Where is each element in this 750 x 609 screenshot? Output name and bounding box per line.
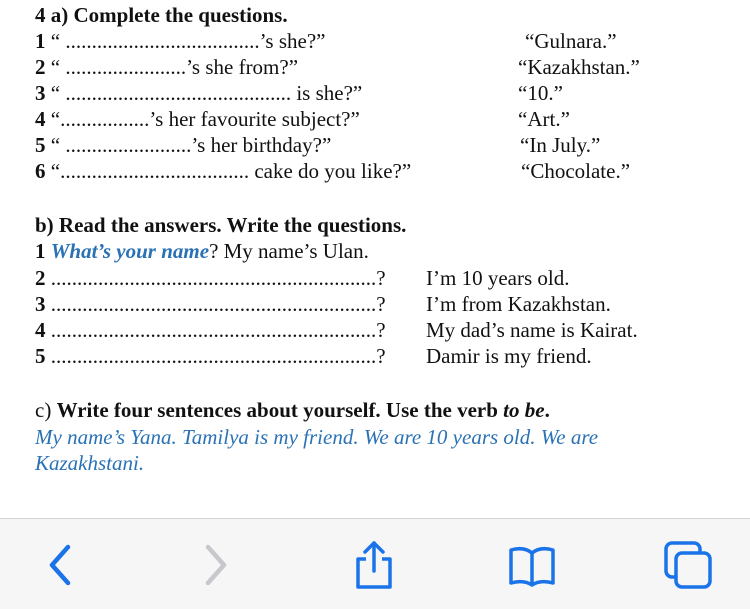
answer-row (35, 317, 386, 343)
part-b-heading: b) Read the answers. Write the questions. (35, 213, 407, 237)
question-row (35, 80, 362, 106)
part-c-label: c) (35, 398, 52, 422)
question-row (35, 132, 331, 158)
question-text: “ ........................................... is she?” (50, 81, 363, 105)
item-number: 5 (35, 344, 46, 368)
part-c-verb: to be (503, 398, 545, 422)
share-button[interactable] (344, 537, 404, 593)
question-row (35, 54, 298, 80)
item-dots: ..............................................................? (50, 344, 386, 368)
back-button[interactable] (30, 537, 90, 593)
book-icon (507, 543, 557, 587)
question-text: “ .......................’s she from?” (50, 55, 299, 79)
question-answer: “Chocolate.” (521, 159, 631, 183)
part-c-answer-line2: Kazakhstani. (35, 451, 145, 475)
tabs-button[interactable] (658, 537, 718, 593)
answer-row (35, 291, 386, 317)
example-rest: ? My name’s Ulan. (209, 239, 369, 263)
question-row (35, 28, 325, 54)
example-question: What’s your name (50, 239, 210, 263)
item-answer: I’m from Kazakhstan. (426, 292, 611, 316)
item-answer: Damir is my friend. (426, 344, 592, 368)
item-dots: ..............................................................? (50, 292, 386, 316)
question-text: “.................................... cake do you like?” (50, 159, 412, 183)
item-answer: My dad’s name is Kairat. (426, 318, 638, 342)
bookmarks-button[interactable] (502, 537, 562, 593)
answer-row (35, 265, 386, 291)
question-number: 2 (35, 55, 46, 79)
question-answer: “Kazakhstan.” (518, 55, 640, 79)
question-text: “ ........................’s her birthday?” (50, 133, 332, 157)
part-c-period: . (544, 398, 550, 422)
share-icon (352, 539, 396, 591)
chevron-right-icon (201, 543, 231, 587)
question-row (35, 106, 360, 132)
question-answer: “Art.” (518, 107, 570, 131)
item-answer: I’m 10 years old. (426, 266, 570, 290)
part-a-heading: 4 a) Complete the questions. (35, 3, 288, 27)
chevron-left-icon (45, 543, 75, 587)
question-row (35, 158, 411, 184)
question-number: 1 (35, 29, 46, 53)
question-answer: “10.” (518, 81, 563, 105)
item-number: 2 (35, 266, 46, 290)
item-number: 3 (35, 292, 46, 316)
question-number: 5 (35, 133, 46, 157)
tabs-icon (662, 539, 714, 591)
part-c-heading (35, 397, 550, 423)
question-answer: “In July.” (520, 133, 601, 157)
browser-toolbar (0, 518, 750, 609)
item-dots: ..............................................................? (50, 318, 386, 342)
forward-button[interactable] (186, 537, 246, 593)
part-c-answer-line1: My name’s Yana. Tamilya is my friend. We are 10 years old. We are (35, 425, 599, 449)
question-answer: “Gulnara.” (525, 29, 617, 53)
question-number: 3 (35, 81, 46, 105)
item-number: 4 (35, 318, 46, 342)
question-number: 6 (35, 159, 46, 183)
example-row (35, 238, 369, 264)
question-text: “.................’s her favourite subject?” (50, 107, 360, 131)
item-dots: ..............................................................? (50, 266, 386, 290)
answer-row (35, 343, 386, 369)
example-number: 1 (35, 239, 46, 263)
question-text: “ .....................................’s she?” (50, 29, 326, 53)
question-number: 4 (35, 107, 46, 131)
part-c-instruction: Write four sentences about yourself. Use the verb (56, 398, 498, 422)
